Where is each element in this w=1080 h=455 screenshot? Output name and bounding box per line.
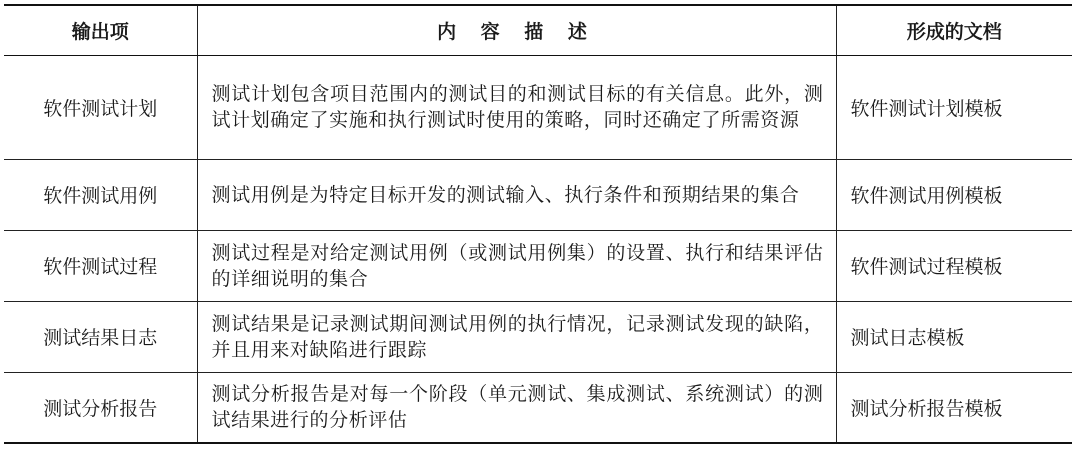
header-resulting-document: 形成的文档 — [836, 5, 1072, 55]
output-item-cell: 软件测试过程 — [4, 230, 197, 301]
description-cell: 测试结果是记录测试期间测试用例的执行情况，记录测试发现的缺陷，并且用来对缺陷进行跟踪 — [197, 301, 836, 372]
output-item-cell: 测试结果日志 — [4, 301, 197, 372]
output-item-cell: 软件测试计划 — [4, 55, 197, 159]
document-cell: 软件测试计划模板 — [836, 55, 1072, 159]
description-cell: 测试过程是对给定测试用例（或测试用例集）的设置、执行和结果评估的详细说明的集合 — [197, 230, 836, 301]
description-cell: 测试分析报告是对每一个阶段（单元测试、集成测试、系统测试）的测试结果进行的分析评估 — [197, 372, 836, 443]
document-cell: 软件测试用例模板 — [836, 159, 1072, 230]
description-cell: 测试用例是为特定目标开发的测试输入、执行条件和预期结果的集合 — [197, 159, 836, 230]
output-items-table — [4, 4, 1072, 444]
description-cell: 测试计划包含项目范围内的测试目的和测试目标的有关信息。此外，测试计划确定了实施和执行测试时使用的策略，同时还确定了所需资源 — [197, 55, 836, 159]
table-row — [4, 301, 1072, 372]
output-item-cell: 软件测试用例 — [4, 159, 197, 230]
header-content-description: 内 容 描 述 — [197, 5, 836, 55]
header-output-item: 输出项 — [4, 5, 197, 55]
table-row — [4, 230, 1072, 301]
table-header-row — [4, 5, 1072, 55]
table-row — [4, 55, 1072, 159]
table-row — [4, 159, 1072, 230]
output-item-cell: 测试分析报告 — [4, 372, 197, 443]
document-cell: 软件测试过程模板 — [836, 230, 1072, 301]
document-cell: 测试日志模板 — [836, 301, 1072, 372]
document-cell: 测试分析报告模板 — [836, 372, 1072, 443]
table-row — [4, 372, 1072, 443]
